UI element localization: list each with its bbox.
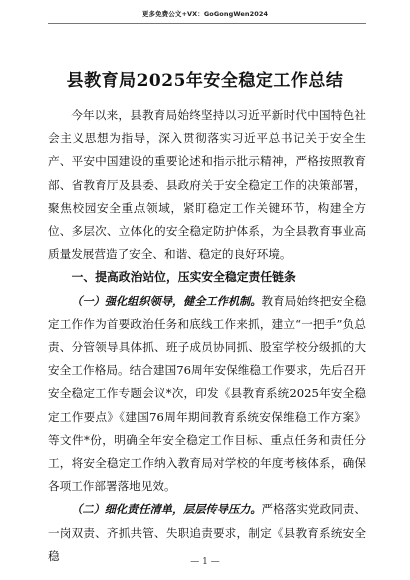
subsection-1-paragraph xyxy=(48,290,366,499)
section-heading-1: 一、提高政治站位，压实安全稳定责任链条 xyxy=(71,270,296,285)
document-title: 县教育局2025年安全稳定工作总结 xyxy=(66,71,344,91)
subsection-1-lead: （一）强化组织领导，健全工作机制。 xyxy=(71,294,262,308)
page-number: — 1 — xyxy=(190,557,220,567)
subsection-2-lead: （二）细化责任清单，层层传导压力。 xyxy=(71,503,262,517)
subsection-1-text: 教育局始终把安全稳定工作作为首要政治任务和底线工作来抓，建立“一把手”负总责、分管领导具体抓、班子成员协同抓、股室学校分级抓的大安全工作格局。结合建国76周年安保维稳工作要求，先后召开安全稳定工作专题会议*次，印发《县教育系统2025年安全稳定工作要点》《建国76周年期间教育系统安保维稳工作方案》等文件*份，明确全年安全稳定工作目标、重点任务和责任分工，将安全稳定工作纳入教育局对学校的年度考核体系，确保各项工作部署落地见效。 xyxy=(48,293,366,494)
document-body xyxy=(48,104,366,568)
subsection-2-text: 严格落实党政同责、一岗双责、齐抓共管、失职追责要求，制定《县教育系统安全稳 xyxy=(48,502,366,563)
intro-paragraph: 今年以来，县教育局始终坚持以习近平新时代中国特色社会主义思想为指导，深入贯彻落实习近平总书记关于安全生产、平安中国建设的重要论述和指示批示精神，严格按照教育部、省教育厅及县委、县政府关于安全稳定工作的决策部署，聚焦校园安全重点领域，紧盯稳定工作关键环节，构建全方位、多层次、立体化的安全稳定防护体系，为全县教育事业高质量发展营造了安全、和谐、稳定的良好环境。 xyxy=(48,108,366,262)
header-rule xyxy=(48,23,366,24)
header-watermark: 更多免费公文+VX：GoGongWen2024 xyxy=(141,10,269,18)
